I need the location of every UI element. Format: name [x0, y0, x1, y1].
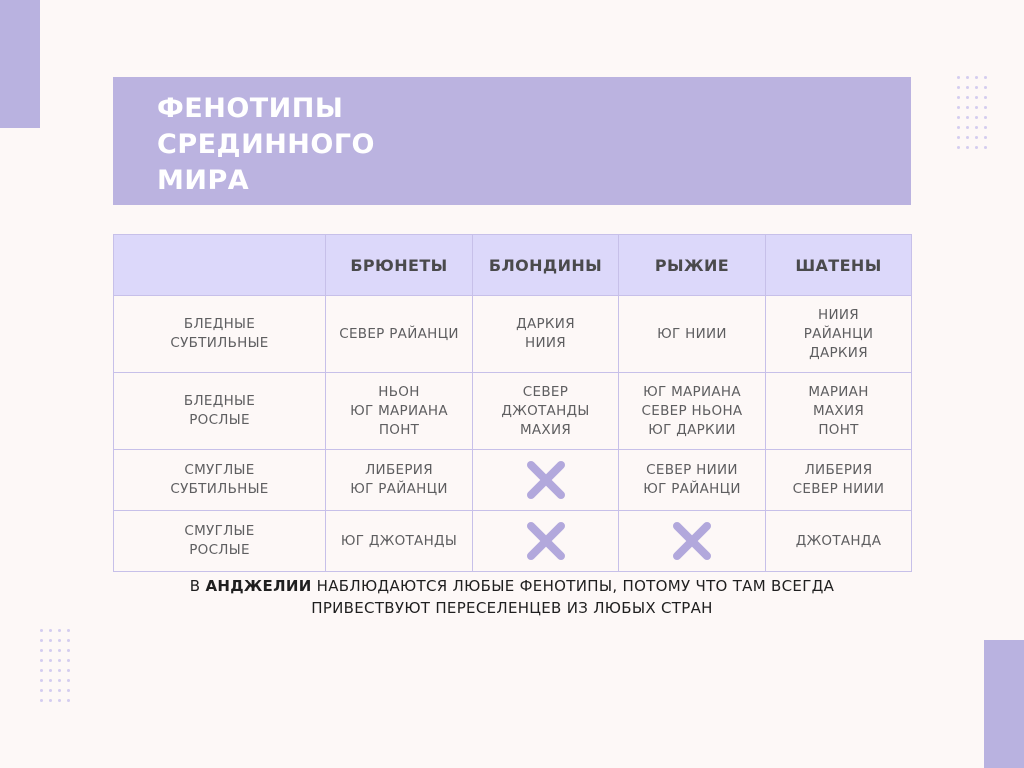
- row-label-text: СМУГЛЫЕ РОСЛЫЕ: [184, 523, 255, 558]
- cell-text: НИИЯ РАЙАНЦИ ДАРКИЯ: [803, 306, 874, 361]
- decorative-dot: [67, 649, 70, 652]
- decorative-dot: [966, 116, 969, 119]
- decorative-dot: [957, 76, 960, 79]
- row-label: [114, 296, 326, 373]
- decorative-dot: [67, 699, 70, 702]
- row-label: [114, 450, 326, 511]
- cell-text: ЮГ НИИИ: [657, 325, 727, 342]
- table-cell: [619, 450, 766, 511]
- decorative-dot: [58, 639, 61, 642]
- cell-text: СЕВЕР ДЖОТАНДЫ МАХИЯ: [501, 383, 590, 438]
- footnote-line-1-rest: НАБЛЮДАЮТСЯ ЛЮБЫЕ ФЕНОТИПЫ, ПОТОМУ ЧТО ТАМ ВСЕГДА: [311, 577, 835, 595]
- decorative-dot: [67, 689, 70, 692]
- row-label: [114, 511, 326, 572]
- decorative-dot: [40, 669, 43, 672]
- row-label-text: СМУГЛЫЕ СУБТИЛЬНЫЕ: [170, 462, 269, 497]
- decorative-dot: [966, 76, 969, 79]
- decorative-dot: [49, 649, 52, 652]
- decorative-dot: [975, 116, 978, 119]
- decorative-dot: [49, 629, 52, 632]
- empty-cell: [473, 511, 619, 572]
- decorative-dot: [957, 86, 960, 89]
- decorative-bar-bottom-right: [984, 640, 1024, 768]
- decorative-bar-top-left: [0, 0, 40, 128]
- decorative-dot-grid-top-right: [957, 76, 987, 149]
- decorative-dot: [975, 126, 978, 129]
- cell-text: СЕВЕР НИИИ ЮГ РАЙАНЦИ: [643, 462, 741, 497]
- table-cell: [766, 296, 912, 373]
- decorative-dot: [40, 679, 43, 682]
- decorative-dot: [975, 96, 978, 99]
- footnote-line-1: [113, 575, 911, 597]
- table-cell: [326, 450, 473, 511]
- decorative-dot: [67, 639, 70, 642]
- decorative-dot: [957, 116, 960, 119]
- table-row: [114, 450, 912, 511]
- decorative-dot: [49, 689, 52, 692]
- decorative-dot: [49, 639, 52, 642]
- decorative-dot: [58, 659, 61, 662]
- table-row: [114, 373, 912, 450]
- decorative-dot: [67, 659, 70, 662]
- decorative-dot: [957, 136, 960, 139]
- title-banner: [113, 77, 911, 205]
- decorative-dot: [984, 76, 987, 79]
- table-cell: [326, 511, 473, 572]
- cell-text: ЮГ МАРИАНА СЕВЕР НЬОНА ЮГ ДАРКИИ: [641, 383, 743, 438]
- decorative-dot: [957, 126, 960, 129]
- footnote-highlight: АНДЖЕЛИИ: [205, 577, 312, 595]
- decorative-dot: [58, 629, 61, 632]
- phenotype-table: [113, 234, 912, 572]
- cross-icon: [526, 521, 566, 561]
- decorative-dot: [957, 96, 960, 99]
- decorative-dot: [67, 629, 70, 632]
- decorative-dot: [966, 146, 969, 149]
- table-cell: [326, 296, 473, 373]
- decorative-dot: [67, 669, 70, 672]
- empty-cell: [473, 450, 619, 511]
- table-row: [114, 511, 912, 572]
- decorative-dot: [966, 106, 969, 109]
- decorative-dot: [984, 106, 987, 109]
- decorative-dot: [966, 136, 969, 139]
- decorative-dot: [975, 146, 978, 149]
- column-header-brunettes: БРЮНЕТЫ: [326, 235, 473, 296]
- cross-icon: [672, 521, 712, 561]
- decorative-dot: [40, 689, 43, 692]
- cell-text: МАРИАН МАХИЯ ПОНТ: [808, 383, 869, 438]
- decorative-dot: [40, 629, 43, 632]
- decorative-dot: [49, 669, 52, 672]
- column-header-blondes: БЛОНДИНЫ: [473, 235, 619, 296]
- table-cell: [766, 511, 912, 572]
- table-cell: [473, 373, 619, 450]
- cell-text: ЛИБЕРИЯ ЮГ РАЙАНЦИ: [350, 462, 448, 497]
- footnote: [113, 575, 911, 619]
- decorative-dot: [58, 649, 61, 652]
- cell-text: ЛИБЕРИЯ СЕВЕР НИИИ: [792, 462, 885, 497]
- decorative-dot: [984, 116, 987, 119]
- decorative-dot: [966, 126, 969, 129]
- footnote-line-2: ПРИВЕСТВУЮТ ПЕРЕСЕЛЕНЦЕВ ИЗ ЛЮБЫХ СТРАН: [311, 599, 713, 617]
- table-row: [114, 296, 912, 373]
- row-label-text: БЛЕДНЫЕ СУБТИЛЬНЫЕ: [170, 316, 269, 351]
- decorative-dot: [67, 679, 70, 682]
- footnote-prefix: В: [189, 577, 206, 595]
- cell-text: ДЖОТАНДА: [795, 532, 882, 549]
- decorative-dot: [984, 136, 987, 139]
- decorative-dot: [58, 699, 61, 702]
- decorative-dot: [984, 126, 987, 129]
- decorative-dot: [957, 106, 960, 109]
- table-cell: [619, 373, 766, 450]
- table-cell: [766, 450, 912, 511]
- table-header-row: [114, 235, 912, 296]
- column-header-redheads: РЫЖИЕ: [619, 235, 766, 296]
- decorative-dot: [58, 669, 61, 672]
- decorative-dot-grid-bottom-left: [40, 629, 70, 702]
- cell-text: ЮГ ДЖОТАНДЫ: [340, 532, 458, 549]
- table-cell: [766, 373, 912, 450]
- decorative-dot: [49, 659, 52, 662]
- column-header-empty: [114, 235, 326, 296]
- empty-cell: [619, 511, 766, 572]
- decorative-dot: [984, 146, 987, 149]
- decorative-dot: [49, 699, 52, 702]
- decorative-dot: [984, 86, 987, 89]
- decorative-dot: [975, 86, 978, 89]
- table-cell: [473, 296, 619, 373]
- decorative-dot: [975, 106, 978, 109]
- table-cell: [619, 296, 766, 373]
- decorative-dot: [957, 146, 960, 149]
- page-title: ФЕНОТИПЫ СРЕДИННОГО МИРА: [157, 93, 375, 196]
- row-label: [114, 373, 326, 450]
- cross-icon: [526, 460, 566, 500]
- decorative-dot: [40, 699, 43, 702]
- decorative-dot: [966, 96, 969, 99]
- decorative-dot: [984, 96, 987, 99]
- table-cell: [326, 373, 473, 450]
- decorative-dot: [40, 639, 43, 642]
- decorative-dot: [58, 689, 61, 692]
- decorative-dot: [40, 659, 43, 662]
- decorative-dot: [966, 86, 969, 89]
- decorative-dot: [49, 679, 52, 682]
- cell-text: НЬОН ЮГ МАРИАНА ПОНТ: [350, 383, 448, 438]
- row-label-text: БЛЕДНЫЕ РОСЛЫЕ: [183, 393, 256, 428]
- decorative-dot: [975, 76, 978, 79]
- decorative-dot: [40, 649, 43, 652]
- cell-text: СЕВЕР РАЙАНЦИ: [339, 325, 459, 342]
- cell-text: ДАРКИЯ НИИЯ: [516, 316, 575, 351]
- decorative-dot: [975, 136, 978, 139]
- decorative-dot: [58, 679, 61, 682]
- column-header-brown-haired: ШАТЕНЫ: [766, 235, 912, 296]
